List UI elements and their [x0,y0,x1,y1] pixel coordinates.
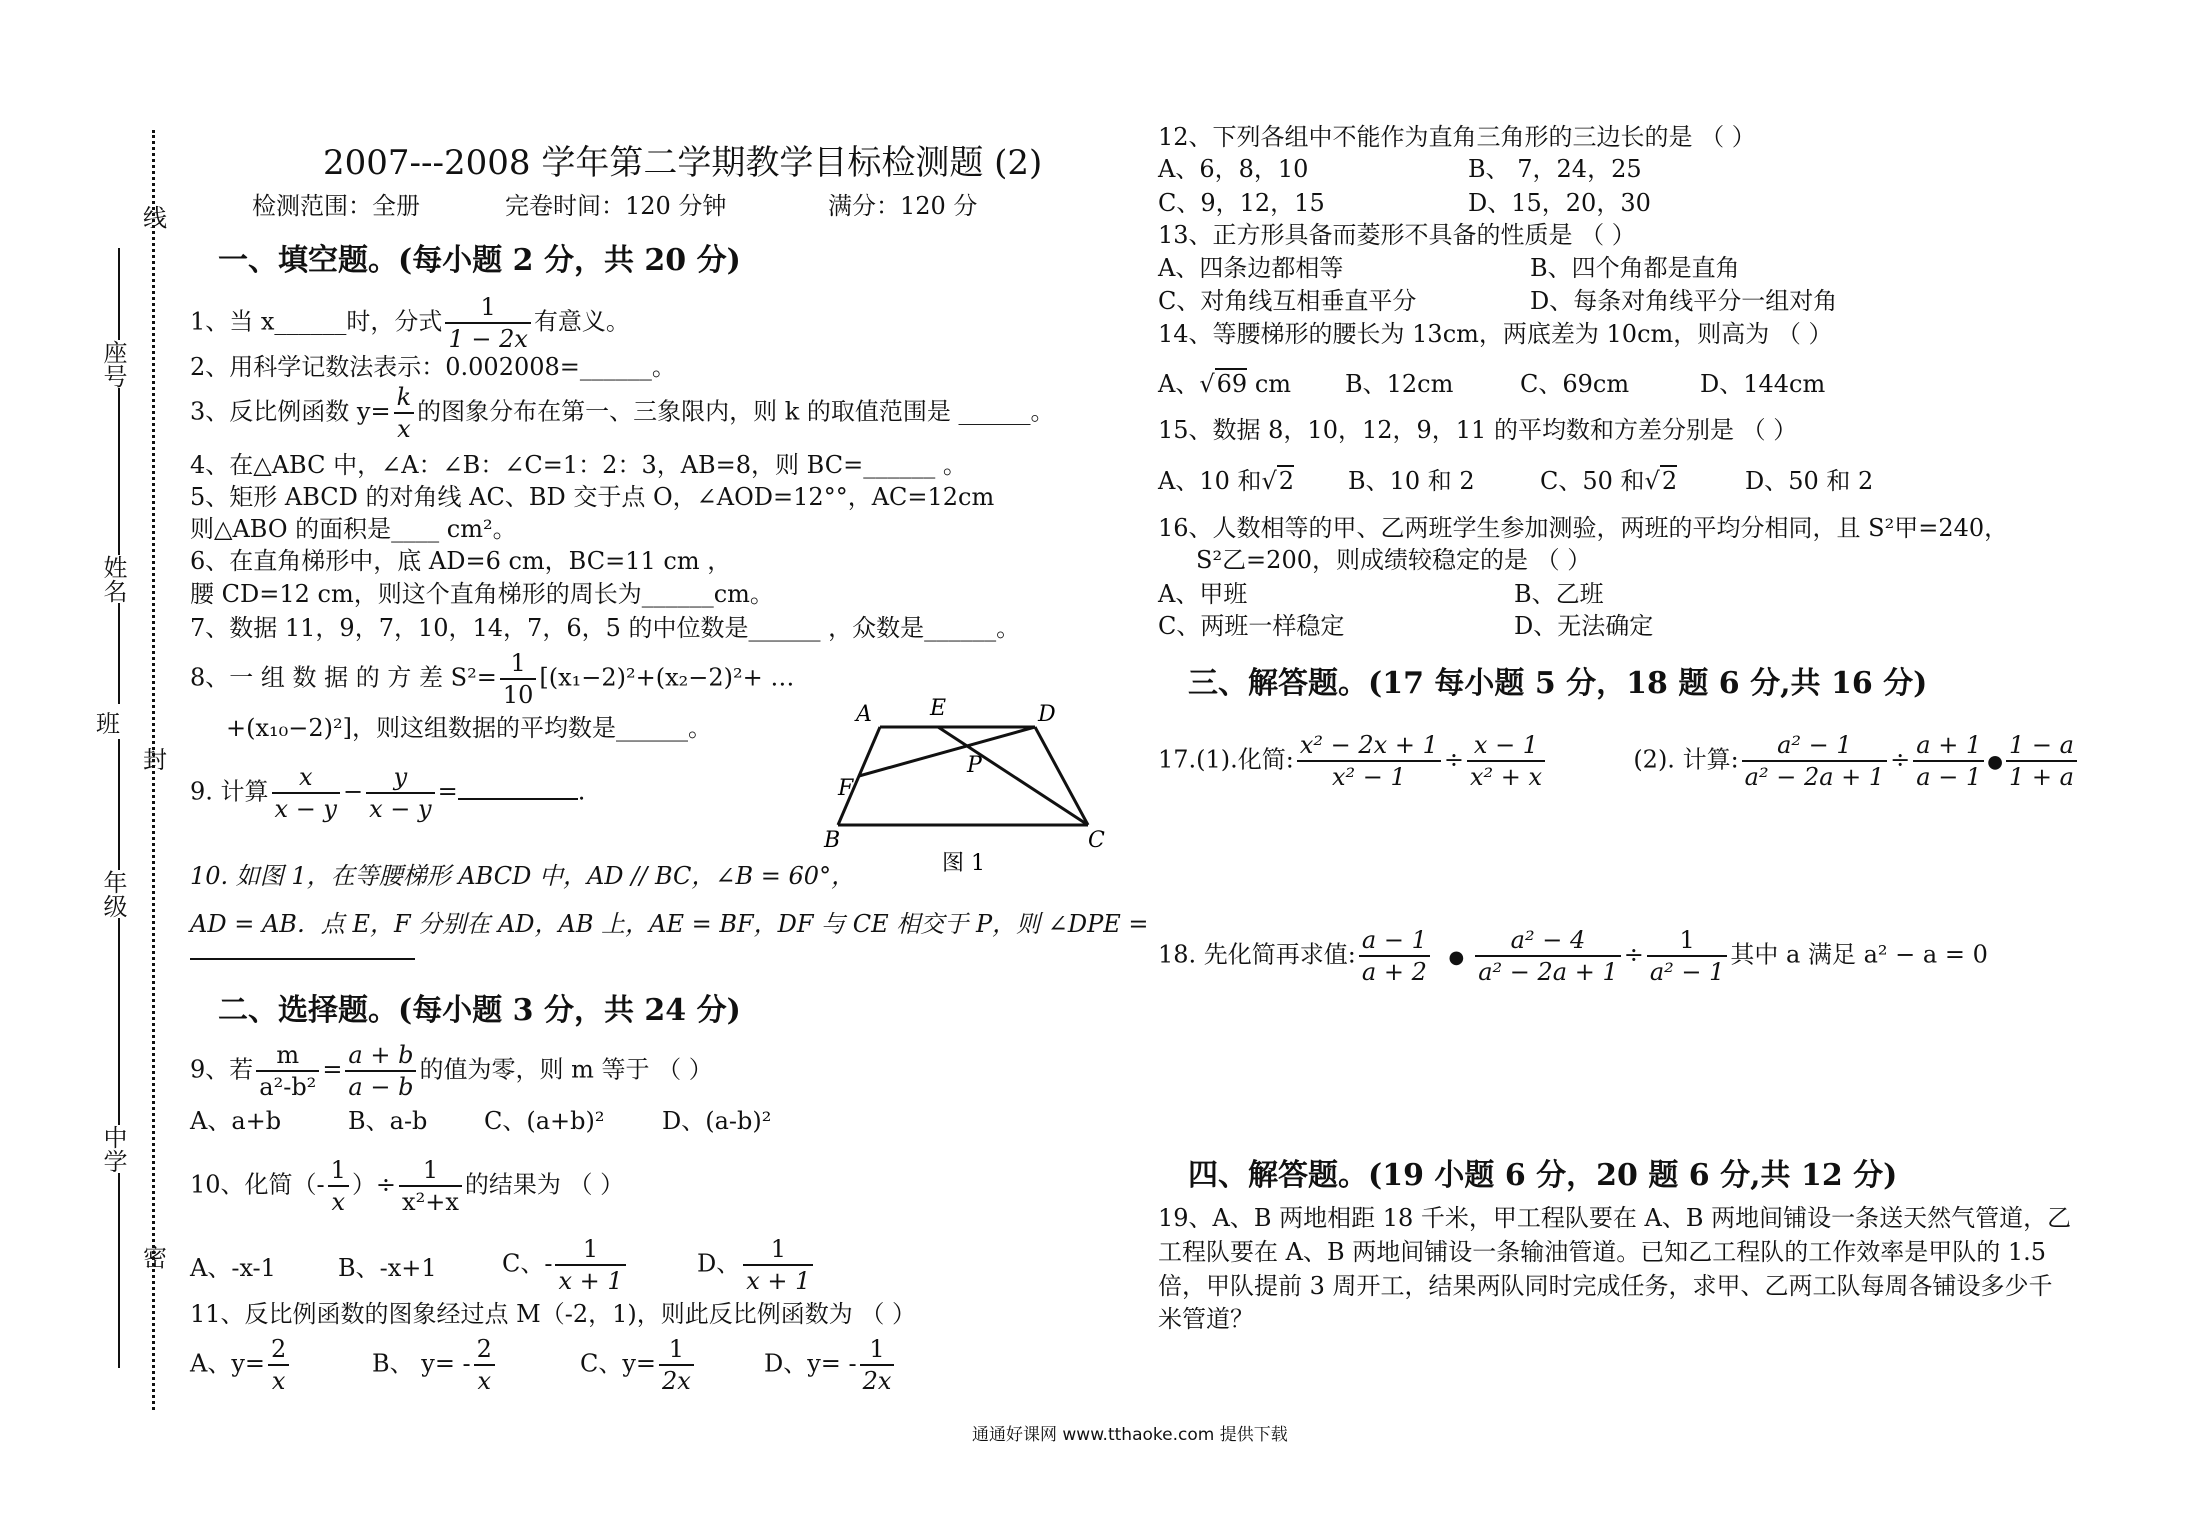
question-16-option-b: B、乙班 [1514,580,1604,608]
question-12-option-a: A、6，8，10 [1158,155,1309,183]
question-15-option-d: D、50 和 2 [1745,467,1874,495]
question-19-line-1: 19、A、B 两地相距 18 千米，甲工程队要在 A、B 两地间铺设一条送天然气管道，乙 [1158,1204,2072,1232]
question-1-8a: 8、一 组 数 据 的 方 差 S²= $\frac{1}{10}$ [(x₁−2)²+(x₂−2)²+ … [190,649,795,709]
question-13-option-a: A、四条边都相等 [1158,254,1344,282]
question-2-10: 10、化简（- $\frac{1}{x}$ ）÷ $\frac{1}{\text{x²+x}}$ 的结果为 （ ） [190,1156,625,1216]
section4-heading: 四、解答题。(19 小题 6 分，20 题 6 分,共 12 分) [1188,1158,1898,1193]
question-2-9: 9、若 $\frac{m}{\text{a²-b²}}$ = $\frac{a + b}{a - b}$ 的值为零，则 m 等于 （ ） [190,1041,713,1101]
section2-heading: 二、选择题。(每小题 3 分，共 24 分) [218,993,741,1028]
question-12-option-c: C、9，12，15 [1158,189,1325,217]
section3-heading: 三、解答题。(17 每小题 5 分，18 题 6 分,共 16 分) [1188,666,1928,701]
question-16-option-d: D、无法确定 [1514,612,1654,640]
exam-time: 完卷时间：120 分钟 [505,192,727,220]
question-1-6a: 6、在直角梯形中，底 AD=6 cm，BC=11 cm ， [190,547,732,575]
section1-heading: 一、填空题。(每小题 2 分，共 20 分) [218,243,741,278]
footer-credit: 通通好课网 www.tthaoke.com 提供下载 [972,1425,1288,1445]
question-1-7: 7、数据 11，9，7，10，14，7，6，5 的中位数是______ ，众数是______。 [190,614,1021,642]
edge-dc [1035,727,1088,825]
question-2-9-option-d: D、(a-b)² [662,1107,772,1135]
question-16b: S²乙=200，则成绩较稳定的是 （ ） [1196,546,1592,574]
page-title: 2007---2008 学年第二学期教学目标检测题 (2) [323,143,1043,183]
question-12-option-b: B、 7，24，25 [1468,155,1642,183]
question-1-3: 3、反比例函数 y= $\frac{k}{x}$ 的图象分布在第一、三象限内，则 k 的取值范围是 ______。 [190,383,1055,443]
grade-label: 年级 [96,870,131,918]
question-14-option-d: D、144cm [1700,370,1826,398]
label-d: D [1038,702,1056,727]
segment-ec [938,727,1088,825]
question-1-2: 2、用科学记数法表示：0.002008=______。 [190,353,676,381]
question-19-line-4: 米管道？ [1158,1305,1254,1333]
label-e: E [930,696,947,721]
exam-score: 满分：120 分 [828,192,978,220]
question-1-5b: 则△ABO 的面积是____ cm²。 [190,515,517,543]
question-2-10-option-d: D、 $\frac{1}{x + 1}$ [697,1234,816,1296]
answer-blank [458,798,578,800]
question-2-11-option-a: A、y= $\frac{2}{x}$ [190,1334,292,1396]
binding-line-label: 线 [143,204,167,232]
question-2-11-option-d: D、y= - $\frac{1}{2x}$ [764,1334,897,1396]
question-13-option-c: C、对角线互相垂直平分 [1158,287,1417,315]
figure-1-trapezoid [820,695,1120,885]
exam-scope: 检测范围：全册 [252,192,420,220]
question-1-4: 4、在△ABC 中，∠A：∠B：∠C=1：2：3，AB=8，则 BC=______ 。 [190,451,967,479]
question-14-option-a: A、√69 cm [1158,370,1292,398]
question-18: 18. 先化简再求值: $\frac{a - 1}{a + 2}$ ● $\frac{\text{a² − 4}}{\text{a² − 2a + 1}}$ ÷ $\frac{1}{\text{a² − 1}}$ 其中 a 满足 a² − a = 0 [1158,926,1988,986]
question-2-9-option-c: C、(a+b)² [484,1107,605,1135]
question-2-10-option-a: A、-x-1 [190,1254,276,1282]
question-15-option-c: C、50 和√2 [1540,467,1678,495]
figure-caption: 图 1 [942,851,985,876]
label-f: F [838,776,854,801]
question-1-10b: AD = AB．点 E，F 分别在 AD，AB 上，AE = BF，DF 与 CE 相交于 P，则 ∠DPE = [190,910,1149,938]
question-2-11-option-c: C、y= $\frac{1}{2x}$ [580,1334,697,1396]
question-15-option-b: B、10 和 2 [1348,467,1475,495]
question-16-option-c: C、两班一样稳定 [1158,612,1345,640]
question-19-line-2: 工程队要在 A、B 两地间铺设一条输油管道。已知乙工程队的工作效率是甲队的 1.5 [1158,1238,2047,1266]
question-13-option-d: D、每条对角线平分一组对角 [1530,287,1838,315]
question-16a: 16、人数相等的甲、乙两班学生参加测验，两班的平均分相同，且 S²甲=240， [1158,514,2009,542]
question-14: 14、等腰梯形的腰长为 13cm，两底差为 10cm，则高为 （ ） [1158,320,1833,348]
label-p: P [967,753,982,778]
question-15-option-a: A、10 和√2 [1158,467,1295,495]
question-2-11-option-b: B、 y= - $\frac{2}{x}$ [372,1334,498,1396]
question-2-9-option-a: A、a+b [190,1107,282,1135]
question-2-10-option-b: B、-x+1 [338,1254,437,1282]
question-1-6b: 腰 CD=12 cm，则这个直角梯形的周长为______cm。 [190,580,774,608]
question-2-10-option-c: C、- $\frac{1}{x + 1}$ [502,1234,629,1296]
question-1-1: 1、当 x______时，分式 $\frac{1}{1 - 2x}$ 有意义。 [190,293,630,353]
question-2-11-text: 11、反比例函数的图象经过点 M（-2，1)，则此反比例函数为 （ ） [190,1300,917,1328]
seat-label: 座号 [96,340,131,388]
question-13-option-b: B、四个角都是直角 [1530,254,1740,282]
binding-blank-line [118,248,120,1368]
question-12-option-d: D、15，20，30 [1468,189,1651,217]
name-label: 姓名 [96,555,131,603]
question-12: 12、下列各组中不能作为直角三角形的三边长的是 （ ） [1158,123,1756,151]
binding-seal-label: 封 [143,746,167,774]
question-15: 15、数据 8，10，12，9，11 的平均数和方差分别是 （ ） [1158,416,1798,444]
question-14-option-b: B、12cm [1345,370,1454,398]
question-16-option-a: A、甲班 [1158,580,1248,608]
question-1-5a: 5、矩形 ABCD 的对角线 AC、BD 交于点 O，∠AOD=12°°，AC=12cm [190,483,995,511]
question-13: 13、正方形具备而菱形不具备的性质是 （ ） [1158,221,1636,249]
question-1-8b: +(x₁₀−2)²]，则这组数据的平均数是______。 [226,714,712,742]
question-2-9-option-b: B、a-b [348,1107,428,1135]
class-label: 班 [96,704,120,739]
question-19-line-3: 倍，甲队提前 3 周开工，结果两队同时完成任务，求甲、乙两工队每周各铺设多少千 [1158,1272,2053,1300]
question-1-9: 9. 计算 $\frac{x}{x - y}$ − $\frac{y}{x - y}$ = . [190,763,586,823]
question-1-10-blank [190,958,415,960]
question-17: 17.(1).化简: $\frac{\text{x² − 2x + 1}}{\text{x² − 1}}$ ÷ $\frac{x - 1}{\text{x² + x}}$ (2). 计算: $\frac{\text{a² − 1}}{\text{a² − 2a + 1}}$ ÷ $\frac{a + 1}{a - 1}$ ● $\frac{1 - a}{1 + a}$ [1158,730,2080,792]
label-c: C [1088,828,1105,853]
question-1-10a: 10. 如图 1，在等腰梯形 ABCD 中，AD // BC，∠B = 60°， [190,862,856,890]
label-b: B [824,828,841,853]
binding-secret-label: 密 [143,1244,167,1272]
label-a: A [856,702,872,727]
school-label: 中学 [96,1125,131,1173]
question-14-option-c: C、69cm [1520,370,1630,398]
